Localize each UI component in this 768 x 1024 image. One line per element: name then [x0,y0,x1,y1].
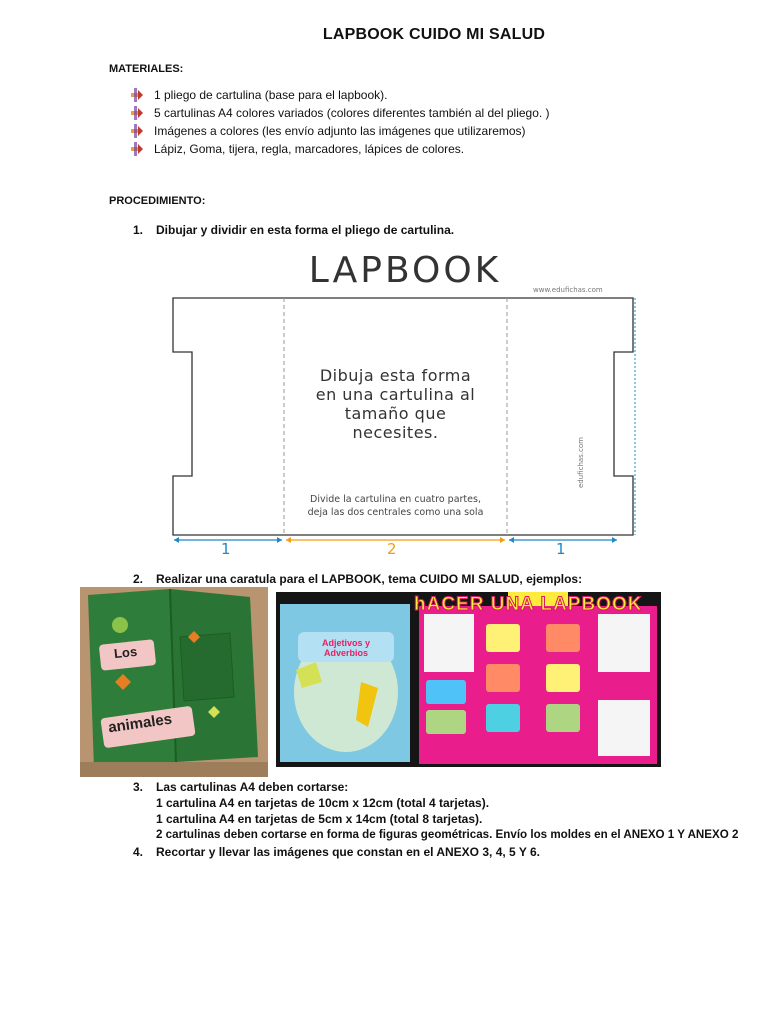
materiales-item-3: Imágenes a colores (les envío adjunto las imágenes que utilizaremos) [154,124,526,138]
step-number: 3. [133,780,144,794]
watermark: www.edufichas.com [533,286,603,294]
side-watermark: edufichas.com [577,437,585,488]
step3-line-1: Las cartulinas A4 deben cortarse: [156,780,349,794]
step3-line-2: 1 cartulina A4 en tarjetas de 10cm x 12cm (total 4 tarjetas). [156,796,490,810]
center-line-1: Dibuja esta forma [319,366,472,385]
materiales-item-4: Lápiz, Goma, tijera, regla, marcadores, lápices de colores. [154,142,465,156]
green-lapbook-drawing [80,587,268,777]
materiales-heading: MATERIALES: [109,63,184,75]
lapbook-diagram [165,248,645,568]
list-item [130,140,550,158]
materiales-item-2: 5 cartulinas A4 colores variados (colores diferentes también al del pliego. ) [154,106,550,120]
arrow-bullet-icon [130,142,144,156]
step3-line-4: 2 cartulinas deben cortarse en forma de figuras geométricas. Envío los moldes en el ANEXO 1 Y ANEXO 2 [156,828,739,841]
colorful-photo-title: hACER UNA LAPBOOK [414,594,643,615]
step3-line-3: 1 cartulina A4 en tarjetas de 5cm x 14cm (total 8 tarjetas). [156,812,483,826]
page-title: LAPBOOK CUIDO MI SALUD [322,26,546,43]
sub-line-2: deja las dos centrales como una sola [307,507,484,518]
materiales-list [130,86,550,158]
step-text: Realizar una caratula para el LAPBOOK, tema CUIDO MI SALUD, ejemplos: [156,572,583,586]
colorful-lapbook-drawing [276,592,661,767]
materiales-item-1: 1 pliego de cartulina (base para el lapbook). [154,88,388,102]
arrow-bullet-icon [130,124,144,138]
center-line-3: tamaño que [344,404,447,423]
book-title: Adjetivos y Adverbios [321,638,370,658]
center-line-4: necesites. [352,423,439,442]
sub-instruction [275,493,516,519]
lapbook-diagram-heading: LAPBOOK [308,250,502,291]
label-los: Los [113,643,138,662]
label-animales: animales [107,710,174,737]
measure-center-label: 2 [387,540,397,558]
list-item [130,104,550,122]
center-instruction [284,366,507,442]
step-1 [133,222,454,238]
measure-right-label: 1 [556,540,566,558]
sub-line-1: Divide la cartulina en cuatro partes, [310,494,481,505]
procedimiento-heading: PROCEDIMIENTO: [109,195,206,207]
step-4 [133,844,540,860]
step-number: 4. [133,845,144,859]
center-line-2: en una cartulina al [315,385,476,404]
step-3 [133,779,738,843]
example-photo-colorful-lapbook [276,592,661,767]
arrow-bullet-icon [130,106,144,120]
arrow-bullet-icon [130,88,144,102]
step-text: Recortar y llevar las imágenes que constan en el ANEXO 3, 4, 5 Y 6. [156,845,540,859]
step-text: Dibujar y dividir en esta forma el pliego de cartulina. [156,223,455,237]
list-item [130,86,550,104]
list-item [130,122,550,140]
measure-left-label: 1 [221,540,231,558]
step-number: 1. [133,223,144,237]
step-2 [133,571,582,587]
example-photo-green-lapbook [80,587,268,777]
step-number: 2. [133,572,144,586]
